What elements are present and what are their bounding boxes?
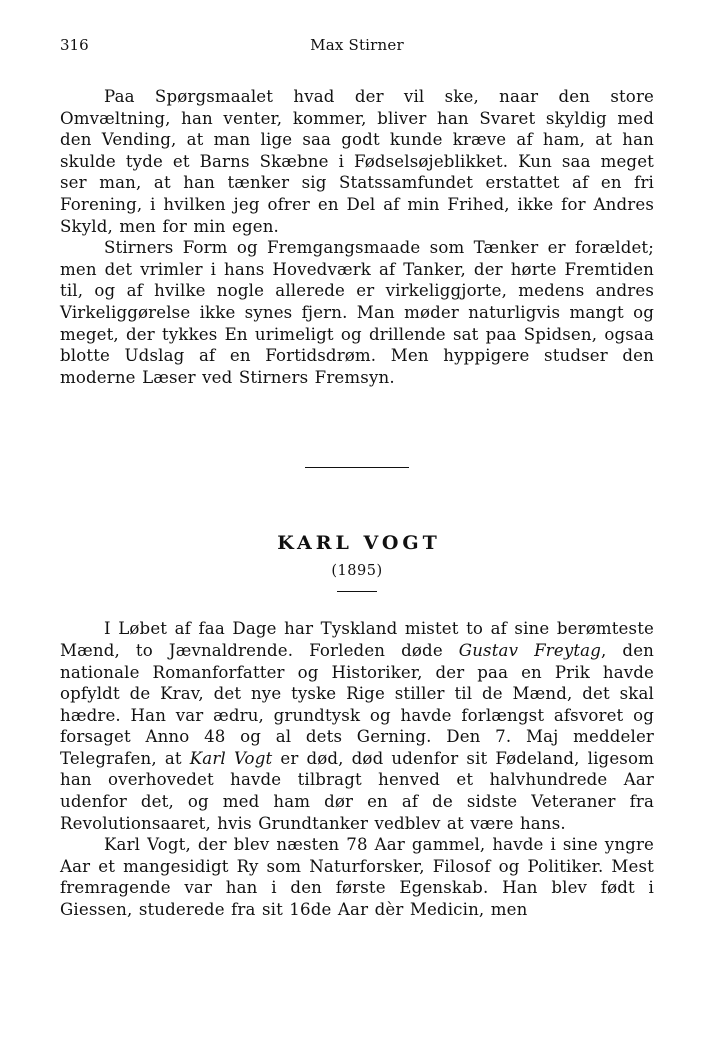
paragraph (60, 618, 654, 834)
book-page (60, 36, 654, 921)
essay-year: (1895) (331, 563, 383, 580)
paragraph-text: I Løbet af faa Dage har Tyskland mistet to af sine berømteste Mænd, to Jævnaldrende. Forleden døde (60, 619, 654, 660)
running-head (60, 36, 654, 60)
essay-body (60, 618, 654, 920)
paragraph: Paa Spørgsmaalet hvad der vil ske, naar den store Omvæltning, han venter, kommer, bliver han Svaret skyldig med den Vending, at man lige saa godt kunde kræve af ham, at han skulde tyde et Barns Skæbne i Fødselsøjeblikket. Kun saa meget ser man, at han tænker sig Statssamfundet erstattet af en fri Forening, i hvilken jeg ofrer en Del af min Frihed, ikke for Andres Skyld, men for min egen. (60, 87, 654, 236)
italic-name: Gustav Freytag (458, 640, 601, 660)
paragraph-text: er død, død udenfor sit Fødeland, ligesom han overhovedet havde tilbragt henved et halvhundrede Aar udenfor det, og med ham dør en af de sidste Veteraner fra Revolutionsaaret, hvis Grundtanker vedblev at være hans. (60, 748, 654, 833)
paragraph-text: , den nationale Romanforfatter og Historiker, der paa en Prik havde opfyldt de Krav, det nye tyske Rige stiller til de Mænd, det skal hædre. Han var ædru, grundtysk og havde forlængst afsvoret og forsaget Anno 48 og al dets Gerning. Den 7. Maj meddeler Telegrafen, at (60, 640, 654, 768)
running-title: Max Stirner (310, 36, 404, 54)
page-number: 316 (60, 36, 89, 54)
essay-title: KARL VOGT (277, 532, 441, 555)
previous-section-text (60, 86, 654, 388)
section-divider (305, 467, 409, 468)
paragraph: Karl Vogt, der blev næsten 78 Aar gammel, havde i sine yngre Aar et mangesidigt Ry som Naturforsker, Filosof og Politiker. Mest fremragende var han i den første Egenskab. Han blev født i Giessen, studerede fra sit 16de Aar dèr Medicin, men (60, 835, 654, 920)
title-rule (337, 591, 377, 592)
paragraph: Stirners Form og Fremgangsmaade som Tænker er forældet; men det vrimler i hans Hovedværk af Tanker, der hørte Fremtiden til, og af hvilke nogle allerede er virkeliggjorte, medens andres Virkeliggørelse ikke synes fjern. Man møder naturligvis mangt og meget, der tykkes En urimeligt og drillende sat paa Spidsen, ogsaa blotte Udslag af en Fortidsdrøm. Men hyppigere studser den moderne Læser ved Stirners Fremsyn. (60, 238, 654, 387)
italic-name: Karl Vogt (189, 748, 273, 768)
